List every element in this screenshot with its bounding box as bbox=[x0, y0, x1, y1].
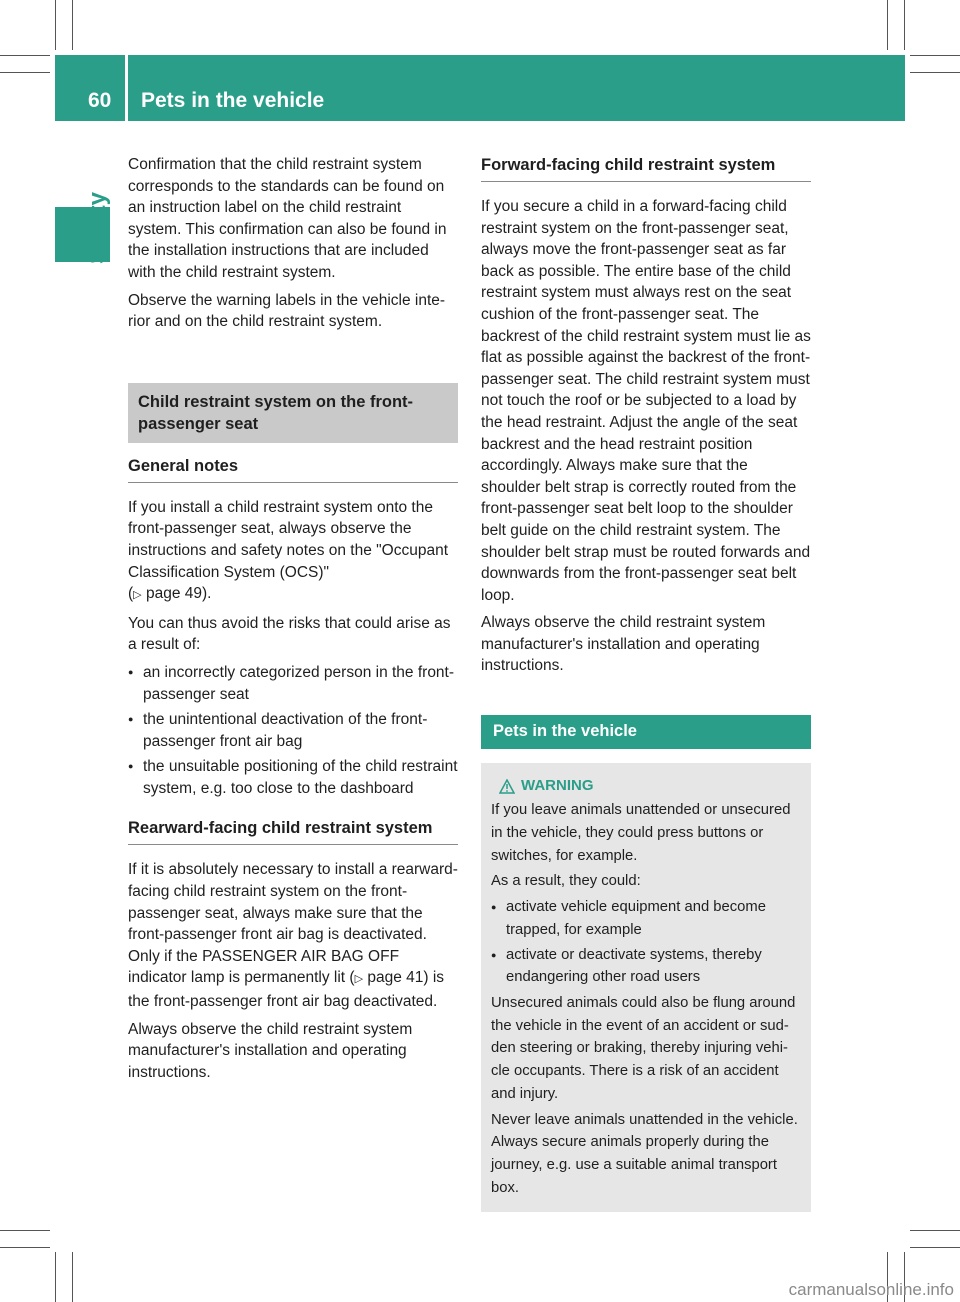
paragraph-text: If you install a child restraint system onto the front-passenger seat, always observe the instructions and safety notes on the "Occupant Classification System (OCS)" bbox=[128, 498, 448, 581]
paragraph: Never leave animals unattended in the vehicle. Always secure animals properly during the journey, e.g. use a suitable animal transport box. bbox=[491, 1111, 798, 1196]
crop-mark bbox=[904, 0, 905, 50]
warning-triangle-icon bbox=[499, 779, 515, 794]
paragraph: Unsecured animals could also be flung around the vehicle in the event of an accident or sudden steering or braking, thereby injuring vehicle occupants. There is a risk of an accident and injury. bbox=[491, 994, 796, 1102]
page-title: Pets in the vehicle bbox=[141, 89, 325, 112]
section-heading: Child restraint system on the front-passenger seat bbox=[128, 383, 458, 443]
crop-mark bbox=[910, 1230, 960, 1231]
risk-list bbox=[128, 662, 458, 800]
paragraph: Always observe the child restraint system manufacturer's installation and operating instructions. bbox=[481, 614, 766, 675]
list-item: ● activate or deactivate systems, thereby endangering other road users bbox=[491, 944, 801, 989]
crop-mark bbox=[55, 1252, 56, 1302]
section-heading-pets: Pets in the vehicle bbox=[481, 715, 811, 749]
page-ref-arrow-icon: ▷ bbox=[133, 589, 142, 602]
crop-mark bbox=[910, 72, 960, 73]
paragraph: Confirmation that the child restraint system corresponds to the standards can be found on an instruction label on the child restraint system. This confirmation can also be found in the installation instructions that are included with the child restraint system. bbox=[128, 156, 447, 281]
watermark: carmanualsonline.info bbox=[788, 1280, 954, 1299]
list-item: ● the unsuitable positioning of the child restraint system, e.g. too close to the dashboard bbox=[128, 756, 458, 799]
page-reference-link[interactable]: page 49). bbox=[145, 585, 212, 603]
crop-mark bbox=[72, 0, 73, 50]
page-reference-link[interactable]: page 41) bbox=[367, 969, 429, 987]
page-number: 60 bbox=[88, 89, 112, 112]
subheading-rearward: Rearward-facing child restraint system bbox=[128, 817, 458, 845]
warning-title bbox=[491, 775, 801, 798]
subheading-forward: Forward-facing child restraint system bbox=[481, 154, 811, 182]
paragraph: If you install a child restraint system onto the front-passenger seat, always observe the instructions and safety notes on the "Occupant Classification System (OCS)" (▷ page 49). bbox=[128, 498, 448, 603]
paragraph-text: If it is absolutely necessary to install a rearward-facing child restraint system on the front-passenger seat, always make sure that the front-passenger front air bag is deactivated. Only if the PASSENGER AIR BAG OFF indicator lamp is permanently lit ( bbox=[128, 861, 458, 987]
crop-mark bbox=[910, 1247, 960, 1248]
crop-mark bbox=[0, 1247, 50, 1248]
crop-mark bbox=[72, 1252, 73, 1302]
crop-mark bbox=[910, 55, 960, 56]
paragraph: You can thus avoid the risks that could arise as a result of: bbox=[128, 614, 451, 654]
list-item: ● the unintentional deactivation of the front-passenger front air bag bbox=[128, 709, 458, 752]
side-tab-label: Safety bbox=[84, 192, 111, 265]
crop-mark bbox=[0, 72, 50, 73]
crop-mark bbox=[0, 55, 50, 56]
subheading-general-notes: General notes bbox=[128, 455, 458, 483]
paragraph: If you secure a child in a forward-facing child restraint system on the front-passenger seat, always move the front-passenger seat as far back as possible. The entire base of the child restraint system must always rest on the seat cushion of the front-passenger seat. The backrest of the child restraint system must lie as flat as possible against the backrest of the front-passenger seat. The child restraint system must not touch the roof or be subjected to a load by the head restraint. Adjust the angle of the seat backrest and the head restraint position accordingly. Always make sure that the shoulder belt strap is correctly routed from the front-passenger seat belt loop to the shoulder belt guide on the child restraint system. The shoulder belt strap must be routed forwards and downwards from the front-passenger seat belt loop. bbox=[481, 198, 811, 604]
list-item: ● an incorrectly categorized person in the front-passenger seat bbox=[128, 662, 458, 705]
right-column bbox=[481, 154, 811, 1212]
paragraph: Observe the warning labels in the vehicle interior and on the child restraint system. bbox=[128, 291, 446, 331]
crop-mark bbox=[55, 0, 56, 50]
crop-mark bbox=[0, 1230, 50, 1231]
paragraph: Always observe the child restraint system manufacturer's installation and operating instructions. bbox=[128, 1020, 413, 1081]
paragraph bbox=[128, 859, 458, 1012]
paragraph: If you leave animals unattended or unsecured in the vehicle, they could press buttons or switches, for example. bbox=[491, 802, 791, 864]
warning-title-text: WARNING bbox=[521, 776, 594, 794]
left-column bbox=[128, 154, 458, 1089]
list-item: ● activate vehicle equipment and become trapped, for example bbox=[491, 896, 801, 941]
header-divider bbox=[125, 55, 128, 121]
crop-mark bbox=[887, 0, 888, 50]
page-ref-arrow-icon: ▷ bbox=[354, 973, 364, 986]
warning-box bbox=[481, 763, 811, 1213]
paragraph: As a result, they could: bbox=[491, 873, 641, 890]
warning-list bbox=[491, 896, 801, 989]
paragraph-text: is the front-passenger front air bag deactivated. bbox=[128, 969, 445, 1011]
